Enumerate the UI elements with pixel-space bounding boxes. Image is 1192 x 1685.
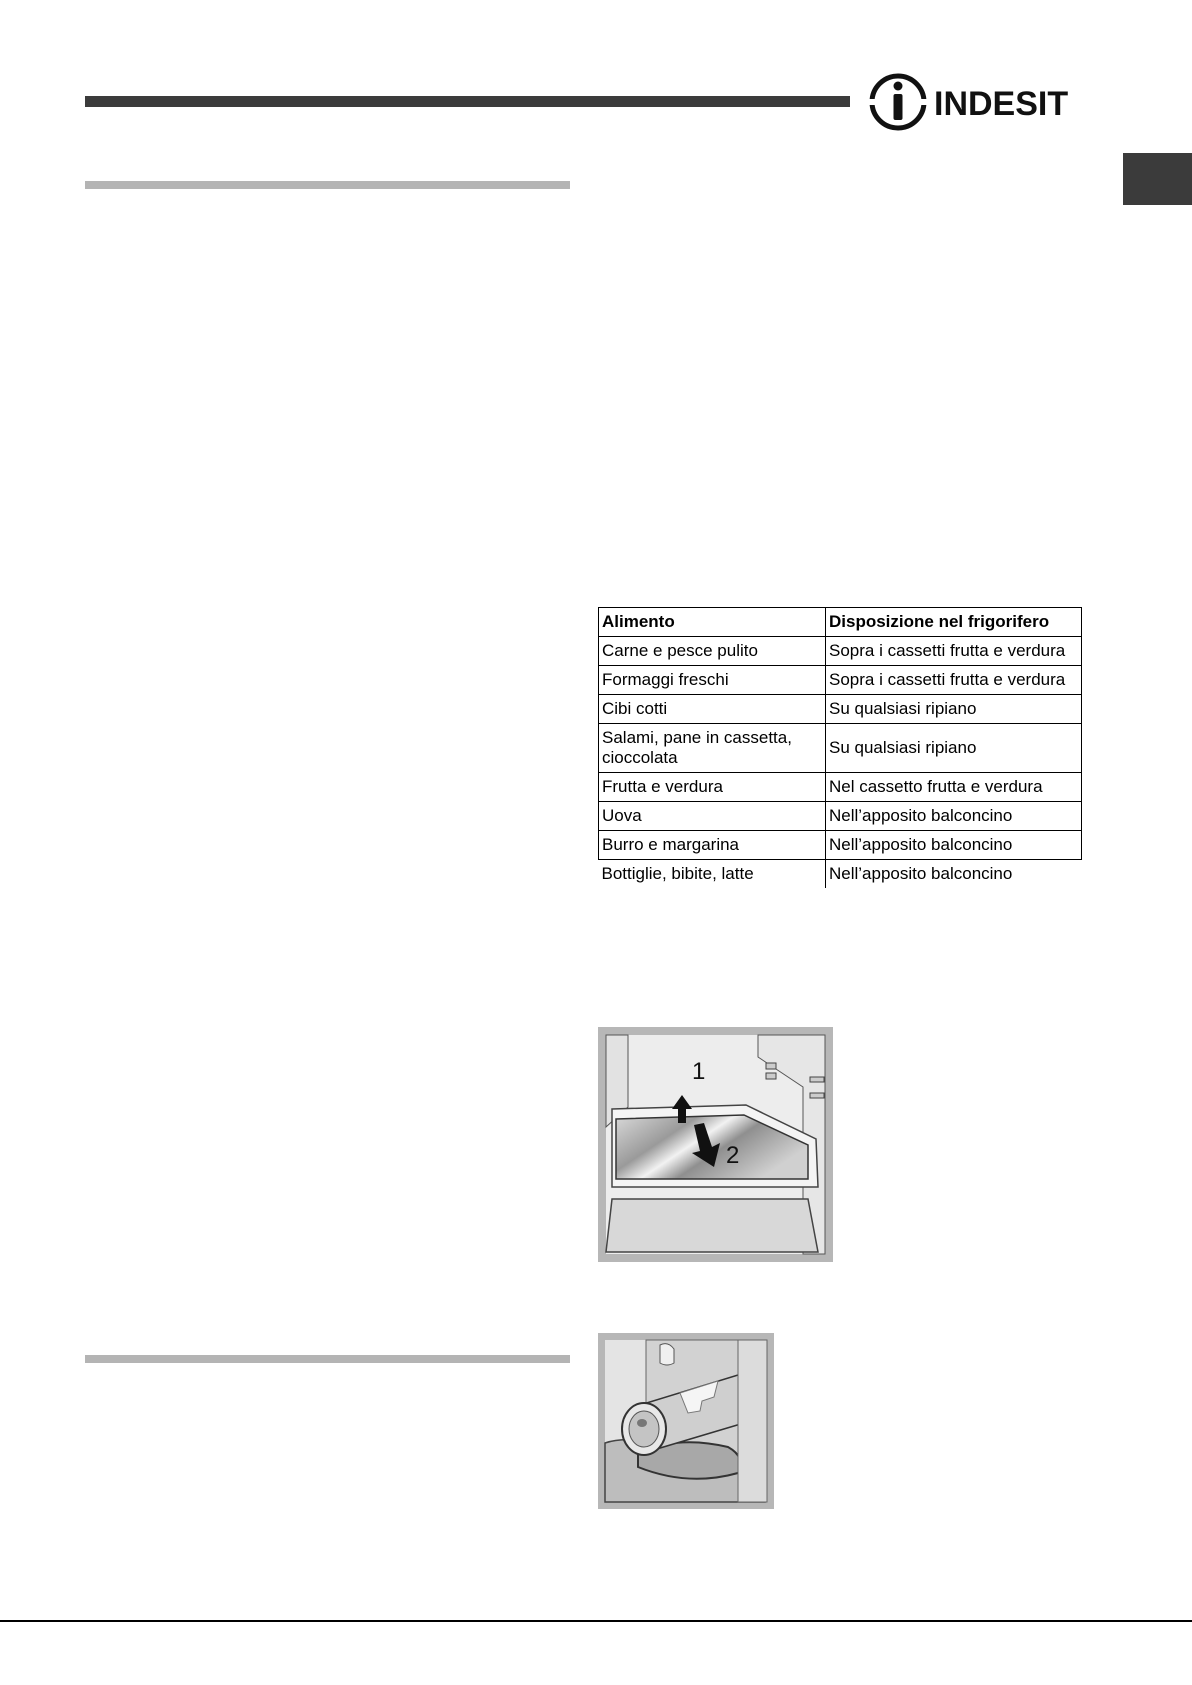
header-rule <box>85 96 850 107</box>
shelf-removal-figure <box>598 1027 833 1262</box>
table-cell-food: Bottiglie, bibite, latte <box>599 860 826 889</box>
table-cell-placement: Nell’apposito balconcino <box>826 860 1082 889</box>
step-2-label: 2 <box>726 1142 740 1169</box>
brand-name: INDESIT <box>934 85 1069 123</box>
table-row <box>599 695 1082 724</box>
section-rule-top <box>85 181 570 189</box>
table-row <box>599 860 1082 889</box>
table-row <box>599 831 1082 860</box>
table-cell-placement: Sopra i cassetti frutta e verdura <box>826 637 1082 666</box>
table-row <box>599 666 1082 695</box>
table-cell-food: Uova <box>599 802 826 831</box>
table-header-placement: Disposizione nel frigorifero <box>826 608 1082 637</box>
table-cell-placement: Su qualsiasi ripiano <box>826 695 1082 724</box>
can-holder-figure <box>598 1333 774 1509</box>
food-storage-table <box>598 607 1082 888</box>
table-cell-food: Salami, pane in cassetta, cioccolata <box>599 724 826 773</box>
footer-rule <box>0 1620 1192 1622</box>
table-cell-food: Carne e pesce pulito <box>599 637 826 666</box>
table-cell-placement: Nell’apposito balconcino <box>826 802 1082 831</box>
table-header-food: Alimento <box>599 608 826 637</box>
table-row <box>599 637 1082 666</box>
section-rule-bottom <box>85 1355 570 1363</box>
table-cell-food: Frutta e verdura <box>599 773 826 802</box>
table-cell-placement: Nell’apposito balconcino <box>826 831 1082 860</box>
table-cell-food: Formaggi freschi <box>599 666 826 695</box>
table-cell-food: Cibi cotti <box>599 695 826 724</box>
table-cell-placement: Su qualsiasi ripiano <box>826 724 1082 773</box>
table-row <box>599 802 1082 831</box>
indesit-logo <box>868 70 1083 134</box>
table-row <box>599 773 1082 802</box>
language-tab <box>1123 153 1192 205</box>
indesit-i-logo-icon <box>868 76 928 128</box>
table-cell-placement: Sopra i cassetti frutta e verdura <box>826 666 1082 695</box>
table-row <box>599 724 1082 773</box>
table-cell-placement: Nel cassetto frutta e verdura <box>826 773 1082 802</box>
table-cell-food: Burro e margarina <box>599 831 826 860</box>
step-1-label: 1 <box>692 1058 706 1085</box>
table-header-row <box>599 608 1082 637</box>
